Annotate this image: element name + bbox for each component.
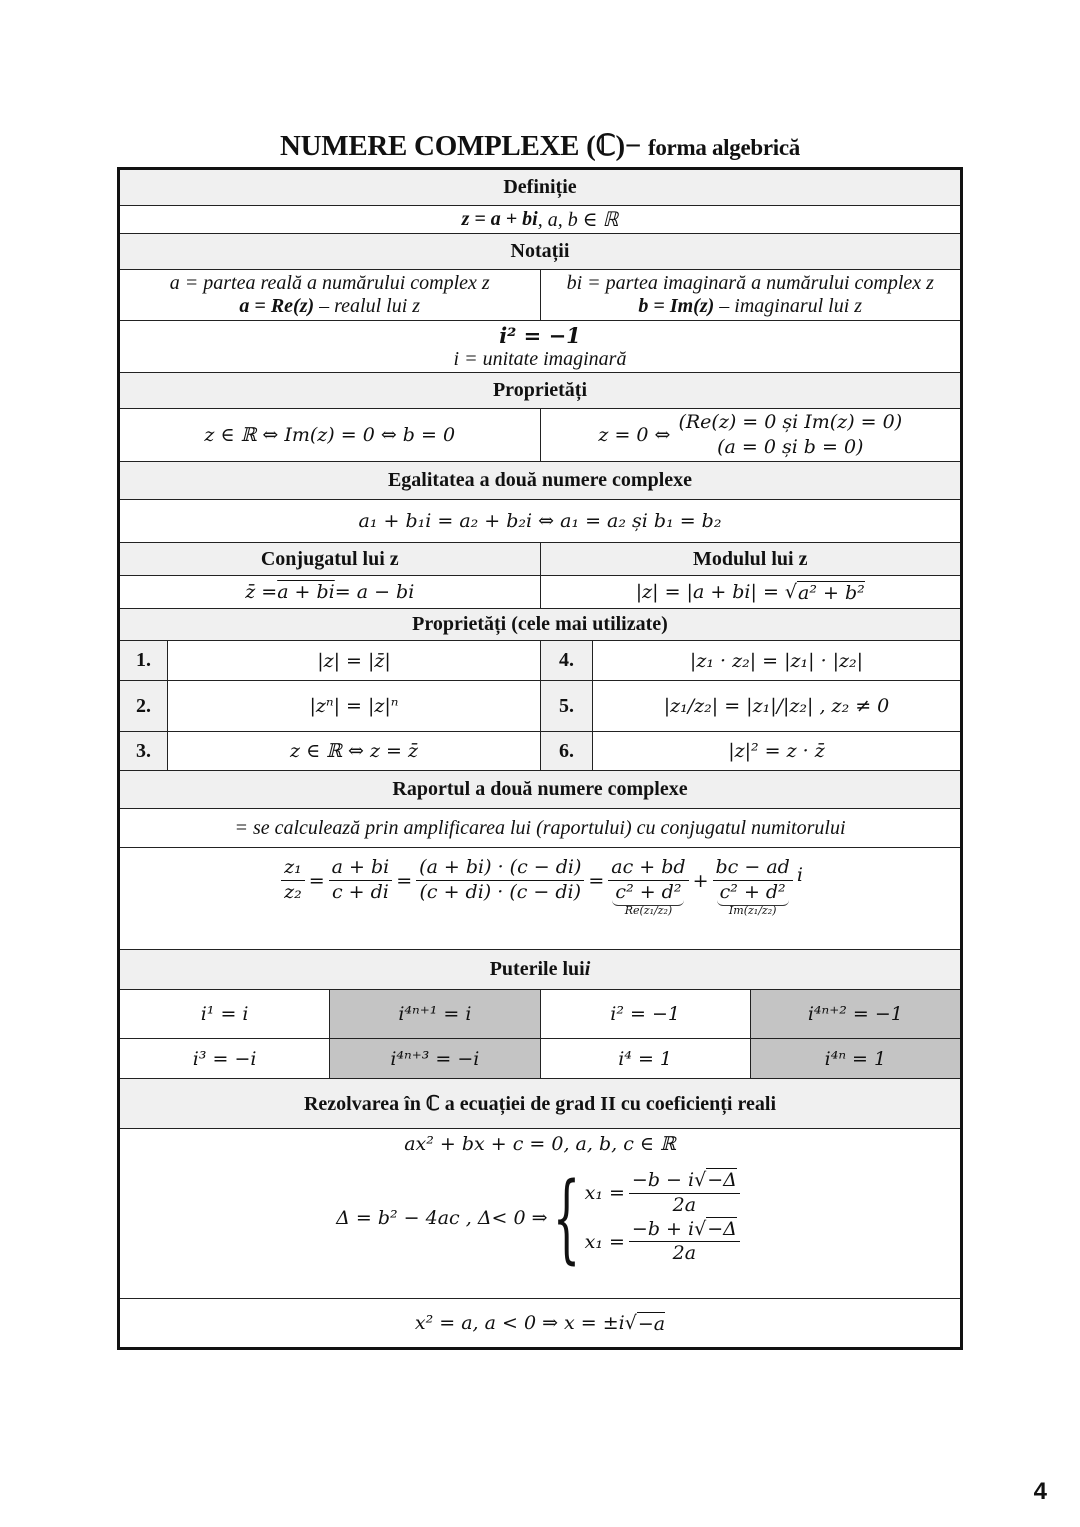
real-condition: z ∈ ℝ ⇔ Im(z) = 0 ⇔ b = 0	[204, 424, 456, 446]
notatii-row	[120, 269, 960, 320]
root-2: x₁ = $\frac{-b + i√-\Delta}{2a}$	[585, 1218, 744, 1267]
section-header-egalitatea	[120, 461, 960, 499]
ratio-description: = se calculează prin amplificarea lui (raportului) cu conjugatul numitorului	[234, 816, 846, 839]
egalitatea-row	[120, 499, 960, 542]
power-cell: i³ = −i	[192, 1047, 257, 1070]
i-square-formula: i² = −1	[499, 322, 581, 348]
zero-prefix: z = 0 ⇔	[598, 424, 671, 446]
zero-cond-1: (Re(z) = 0 și Im(z) = 0)	[678, 411, 903, 434]
header-definitie: Definiție	[120, 170, 960, 205]
page-number: 4	[1033, 1478, 1047, 1505]
def-bold: z = a + bi	[461, 208, 538, 230]
property-number: 3.	[120, 732, 167, 770]
formula-sheet	[117, 167, 963, 1350]
modulus-formula: |z| = |a + bi| = √ a² + b²	[540, 576, 961, 608]
power-cell: i⁴ = 1	[540, 1039, 750, 1078]
raportul-formula-row	[120, 847, 960, 949]
property-number: 5.	[540, 681, 592, 731]
proprietati-row	[120, 408, 960, 461]
notatii-right	[540, 270, 961, 320]
imag-part-fraction: $\frac{bc - ad}{\text{c² + d²}}$ Im(z₁/z₂)	[709, 856, 797, 917]
power-cell-general: i⁴ⁿ⁺² = −1	[750, 990, 960, 1038]
property-formula: |z|² = z · z̄	[592, 732, 960, 770]
header-egalitatea: Egalitatea a două numere complexe	[120, 462, 960, 499]
negative-square-formula: x² = a, a < 0 ⇒ x = ±i√ −a	[414, 1312, 666, 1335]
property-number: 2.	[120, 681, 167, 731]
quadratic-solution	[120, 1129, 960, 1298]
property-number: 4.	[540, 641, 592, 680]
property-number: 1.	[120, 641, 167, 680]
zero-condition	[540, 409, 961, 461]
property-row-3	[120, 731, 960, 770]
header-modul: Modulul lui z	[540, 543, 961, 575]
delta-system	[336, 1161, 744, 1274]
property-formula: |zⁿ| = |z|ⁿ	[167, 681, 540, 731]
re-rest: – realul lui z	[314, 295, 421, 317]
header-proprietati: Proprietăți	[120, 373, 960, 408]
imaginary-unit-row	[120, 320, 960, 372]
header-puterile: Puterile lui i	[120, 950, 960, 989]
header-conjugat: Conjugatul lui z	[120, 543, 540, 575]
real-part-desc: a = partea reală a numărului complex z	[169, 272, 490, 294]
section-header-proprietati-utilizate	[120, 608, 960, 640]
section-header-proprietati	[120, 372, 960, 408]
im-rest: – imaginarul lui z	[714, 295, 863, 317]
delta-formula: Δ = b² − 4ac , Δ< 0 ⇒	[336, 1206, 548, 1229]
real-part-fraction: $\frac{ac + bd}{\text{c² + d²}}$ Re(z₁/z₂)	[604, 856, 692, 917]
re-label: Re(z₁/z₂)	[624, 903, 673, 917]
header-raportul: Raportul a două numere complexe	[120, 771, 960, 808]
def-rest: , a, b ∈ ℝ	[537, 209, 619, 231]
property-row-1	[120, 640, 960, 680]
power-cell: i² = −1	[540, 990, 750, 1038]
property-formula: |z₁/z₂| = |z₁|/|z₂| , z₂ ≠ 0	[592, 681, 960, 731]
section-header-notatii	[120, 233, 960, 269]
negative-square-row	[120, 1298, 960, 1347]
i-unit-desc: i = unitate imaginară	[453, 347, 627, 370]
frac-z1-z2: $\frac{\text{z₁}}{\text{z₂}}$	[281, 856, 305, 905]
title-main: NUMERE COMPLEXE (ℂ)−	[280, 130, 648, 162]
property-number: 6.	[540, 732, 592, 770]
section-header-raportul	[120, 770, 960, 808]
definition-row	[120, 205, 960, 233]
zero-cond-2: (a = 0 și b = 0)	[717, 436, 864, 458]
header-notatii: Notații	[120, 234, 960, 269]
section-header-rezolvarea	[120, 1078, 960, 1128]
ratio-formula: $\frac{\text{z₁}}{\text{z₂}}$ = $\frac{a + bi}{c + di}$ = $\frac{(a + bi) \cdot (c - di)}{(c + di) \cdot (c - di)}$ = $\frac{ac + bd}{\text{c² + d²}}$ Re(z₁/z₂) + $\frac{bc - ad}{\text{c² + d²}}$ Im(z₁/z₂) i	[120, 848, 960, 949]
section-header-puterile	[120, 949, 960, 989]
notatii-left	[120, 270, 540, 320]
power-cell: i¹ = i	[200, 1003, 249, 1025]
page-title	[0, 128, 1080, 163]
root-1: x₁ = $\frac{-b - i√-\Delta}{2a}$	[585, 1169, 744, 1218]
im-label: Im(z₁/z₂)	[728, 903, 777, 917]
equality-formula: a₁ + b₁i = a₂ + b₂i ⇔ a₁ = a₂ și b₁ = b₂	[358, 510, 722, 532]
imag-part-desc: bi = partea imaginară a numărului complex z	[566, 272, 934, 294]
frac-a-bi: $\frac{a + bi}{c + di}$	[329, 856, 393, 905]
quadratic-equation: ax² + bx + c = 0, a, b, c ∈ ℝ	[404, 1133, 676, 1155]
property-row-2	[120, 680, 960, 731]
header-proprietati-utilizate: Proprietăți (cele mai utilizate)	[120, 609, 960, 640]
conj-mod-row	[120, 575, 960, 608]
property-formula: z ∈ ℝ ⇔ z = z̄	[167, 732, 540, 770]
left-brace: {	[552, 1161, 580, 1274]
im-bold: b = Im(z)	[638, 295, 715, 317]
powers-row-2	[120, 1038, 960, 1078]
powers-row-1	[120, 989, 960, 1038]
imaginary-unit	[120, 321, 960, 372]
conj-mod-header-row	[120, 542, 960, 575]
power-cell-general: i⁴ⁿ⁺¹ = i	[329, 990, 539, 1038]
title-sub: forma algebrică	[648, 135, 800, 160]
power-cell-general: i⁴ⁿ = 1	[750, 1039, 960, 1078]
property-formula: |z| = |z̄|	[167, 641, 540, 680]
power-cell-general: i⁴ⁿ⁺³ = −i	[329, 1039, 539, 1078]
section-header-definitie	[120, 170, 960, 205]
rezolvarea-row	[120, 1128, 960, 1298]
raportul-desc-row	[120, 808, 960, 847]
header-rezolvarea: Rezolvarea în ℂ a ecuației de grad II cu coeficienți reali	[120, 1079, 960, 1128]
conjugate-formula: z̄ = a + bi = a − bi	[245, 581, 415, 603]
property-formula: |z₁ · z₂| = |z₁| · |z₂|	[592, 641, 960, 680]
re-bold: a = Re(z)	[239, 295, 315, 317]
definition-formula	[120, 206, 960, 233]
frac-amplified: $\frac{(a + bi) \cdot (c - di)}{(c + di) \cdot (c - di)}$	[416, 856, 584, 905]
